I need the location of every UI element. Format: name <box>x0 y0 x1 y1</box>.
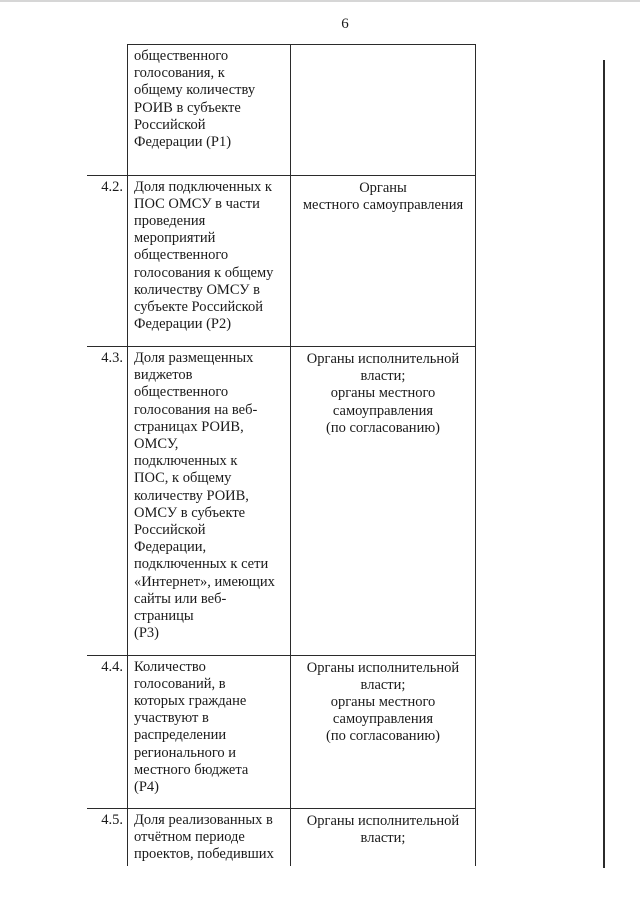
text-line: Федерации (Р2) <box>134 316 232 333</box>
text-line: Российской <box>134 522 206 539</box>
text-line: страницы <box>134 608 194 625</box>
text-line: (Р4) <box>134 778 159 795</box>
text-line: местного бюджета <box>134 761 249 778</box>
text-line: количеству ОМСУ в <box>134 281 261 298</box>
text-line: местного самоуправления <box>302 196 464 213</box>
indicators-table <box>87 44 476 866</box>
page-number: 6 <box>341 16 349 32</box>
text-line: РОИВ в субъекте <box>134 99 241 116</box>
text-line: голосования на веб- <box>134 401 258 418</box>
text-line: проектов, победивших <box>134 846 274 863</box>
text-line: которых граждане <box>134 692 247 709</box>
text-line: «Интернет», имеющих <box>134 573 275 590</box>
text-line: Российской <box>134 116 206 133</box>
responsible-text <box>291 45 476 167</box>
text-line: Количество <box>134 658 206 675</box>
text-line: подключенных к сети <box>134 556 269 573</box>
text-line: сайты или веб- <box>134 590 227 607</box>
indicator-text <box>128 175 291 338</box>
responsible-text <box>291 809 476 866</box>
row-number <box>87 45 128 167</box>
text-line: Доля реализованных в <box>134 812 273 828</box>
text-line: самоуправления <box>332 711 434 728</box>
row-number: 4.5. <box>87 809 128 866</box>
indicator-text <box>128 347 291 647</box>
text-line: Доля подключенных к <box>134 178 272 195</box>
responsible-text <box>291 347 476 647</box>
text-line: общественного <box>134 384 229 401</box>
row-separator <box>87 800 476 809</box>
row-number: 4.3. <box>87 347 128 647</box>
text-line: органы местного <box>330 693 436 710</box>
text-line: голосования, к <box>134 65 225 82</box>
text-line: подключенных к <box>134 453 238 470</box>
text-line: власти; <box>360 368 406 385</box>
row-separator <box>87 167 476 176</box>
text-line: Федерации (Р1) <box>134 134 232 151</box>
indicator-text <box>128 45 291 167</box>
text-line: Федерации, <box>134 539 207 556</box>
text-line: участвуют в <box>134 710 209 727</box>
table-row <box>87 45 476 167</box>
row-number: 4.4. <box>87 655 128 800</box>
text-line: распределении <box>134 727 227 744</box>
indicator-text <box>128 809 291 866</box>
text-line: ПОС, к общему <box>134 470 232 487</box>
text-line: ПОС ОМСУ в части <box>134 195 260 212</box>
text-line: (по согласованию) <box>326 419 440 436</box>
text-line: голосования к общему <box>134 264 274 281</box>
text-line: количеству РОИВ, <box>134 487 249 504</box>
text-line: субъекте Российской <box>134 298 263 315</box>
text-line: мероприятий <box>134 230 216 247</box>
text-line: самоуправления <box>332 402 434 419</box>
responsible-text <box>291 175 476 338</box>
indicator-text <box>128 655 291 800</box>
text-line: Органы исполнительной <box>306 351 460 367</box>
table-row <box>87 809 476 866</box>
text-line: отчётном периоде <box>134 829 245 846</box>
text-line: Органы исполнительной <box>306 813 460 829</box>
text-line: проведения <box>134 212 206 229</box>
text-line: регионального и <box>134 744 237 761</box>
text-line: голосований, в <box>134 675 226 692</box>
row-separator <box>87 338 476 347</box>
responsible-text <box>291 655 476 800</box>
row-number: 4.2. <box>87 175 128 338</box>
table-row <box>87 347 476 647</box>
text-line: ОМСУ, <box>134 436 179 453</box>
text-line: (по согласованию) <box>326 728 440 745</box>
text-line: власти; <box>360 830 406 847</box>
text-line: общественного <box>134 48 229 64</box>
text-line: Доля размещенных <box>134 350 254 366</box>
text-line: власти; <box>360 676 406 693</box>
text-line: виджетов <box>134 367 193 384</box>
text-line: страницах РОИВ, <box>134 418 244 435</box>
text-line: общему количеству <box>134 82 256 99</box>
table-row <box>87 655 476 800</box>
scan-edge <box>0 0 640 2</box>
text-line: Органы исполнительной <box>306 659 460 676</box>
row-separator <box>87 647 476 656</box>
text-line: (Р3) <box>134 625 159 642</box>
text-line: ОМСУ в субъекте <box>134 504 246 521</box>
margin-rule <box>603 60 605 868</box>
table-row <box>87 175 476 338</box>
text-line: органы местного <box>330 385 436 402</box>
text-line: Органы <box>359 179 407 196</box>
text-line: общественного <box>134 247 229 264</box>
